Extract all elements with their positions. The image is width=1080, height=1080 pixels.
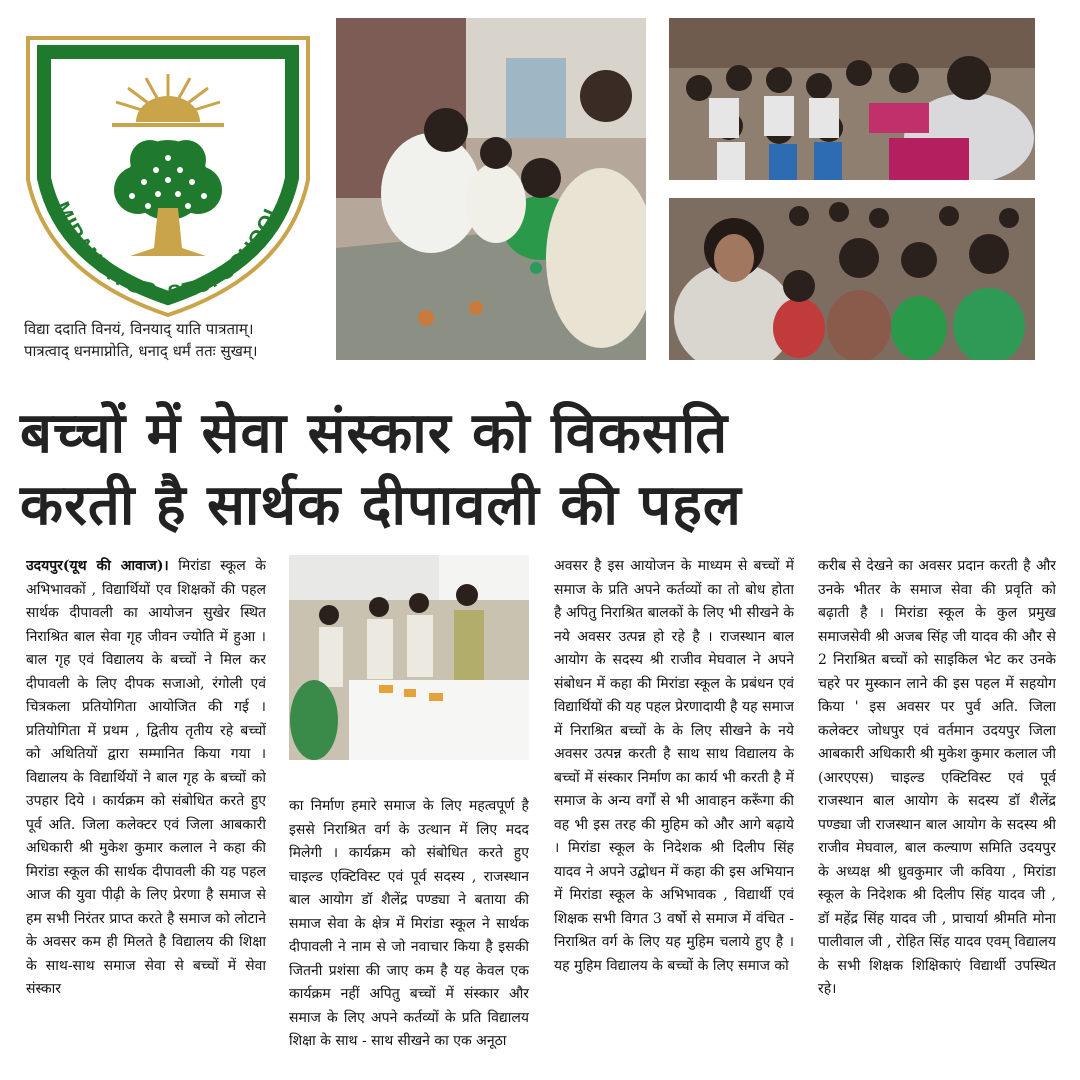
school-logo <box>18 30 318 320</box>
motto-line-2: पात्रत्वाद् धनमाप्नोति, धनाद् धर्मं ततः सुखम्। <box>24 342 258 360</box>
article-dateline: उदयपुर(यूथ की आवाज)। <box>26 558 169 574</box>
column-2-text: का निर्माण हमारे समाज के लिए महत्वपूर्ण है इससे निराश्रित वर्ग के उत्थान में लिए मदद मिलेगी । कार्यक्रम को संबोधित करते हुए चाइल्ड एक्टिविस्ट एवं पूर्व सदस्य , राजस्थान बाल आयोग डॉ शैलेंद्र पण्ड्या ने बताया की समाज सेवा के क्षेत्र में मिरांडा स्कूल ने सार्थक दीपावली ने नाम से जो नवाचार किया है इसकी जितनी प्रशंसा की जाए कम है यह केवल एक कार्यक्रम नहीं अपितु बच्चों में संस्कार और समाज के लिए अपने कर्तव्यों के प्रति विद्यालय शिक्षा के साथ - साथ सीखने का एक अनूठा <box>289 798 529 1049</box>
photo-children-making-diyas <box>336 18 646 360</box>
motto-line-1: विद्या ददाति विनयं, विनयाद् याति पात्रताम्। <box>24 320 254 338</box>
school-crest-icon <box>18 30 318 320</box>
photo-children-making-diyas-icon <box>336 18 646 360</box>
article-column-1 <box>26 555 266 1065</box>
school-name-text: MIRANDA SR. SEC. SCHOOL <box>49 198 287 306</box>
headline-line-2: करती है सार्थक दीपावली की पहल <box>20 473 742 538</box>
photo-children-seated-icon <box>669 198 1035 360</box>
column-4-text: करीब से देखने का अवसर प्रदान करती है और उनके भीतर के समाज सेवा की प्रवृति को बढ़ाती है । मिरांडा स्कूल के कुल प्रमुख समाजसेवी श्री अजब सिंह जी यादव की और से 2 निराश्रित बच्चों को साइकिल भेट कर उनके चहरे पर मुस्कान लाने की इस पहल में सहयोग किया ' इस अवसर पर पुर्व अति. जिला कलेक्टर जोधपुर एवं वर्तमान उदयपुर जिला आबकारी अधिकारी श्री मुकेश कुमार कलाल जी (आरएएस) चाइल्ड एक्टिविस्ट एवं पूर्व राजस्थान बाल आयोग के सदस्य डॉ शैलेंद्र पण्ड्या जी राजस्थान बाल आयोग के सदस्य श्री राजीव मेघवाल, बाल कल्याण समिति उदयपुर के अध्यक्ष श्री ध्रुवकुमार जी कविया , मिरांडा स्कूल के निदेशक श्री दिलीप सिंह यादव जी , डॉ महेंद्र सिंह यादव जी , प्राचार्या श्रीमति मोना पालीवाल जी , रोहित सिंह यादव एवम् विद्यालय के सभी शिक्षक शिक्षिकाएं विद्यार्थी उपस्थित रहे। <box>818 558 1056 997</box>
photo-guests-at-table-icon <box>289 555 529 760</box>
article-column-3 <box>554 555 794 1065</box>
article-headline <box>20 398 1065 542</box>
photo-students-gifting <box>669 18 1035 180</box>
school-motto <box>24 318 324 362</box>
headline-line-1: बच्चों में सेवा संस्कार को विकसति <box>20 401 729 466</box>
column-1-text: मिरांडा स्कूल के अभिभावकों , विद्यार्थियों एव शिक्षकों की पहल सार्थक दीपावली का आयोजन सुखेर स्थित निराश्रित बाल सेवा गृह जीवन ज्योति में हुआ । बाल गृह एवं विद्यालय के बच्चों ने मिल कर दीपावली के लिए दीपक सजाओ, रंगोली एवं चित्रकला प्रतियोगिता आयोजित की गई । प्रतियोगिता में प्रथम , द्वितीय तृतीय रहे बच्चों को अथितियों द्वारा सम्मानित किया गया । विद्यालय के विद्यार्थियों ने बाल गृह के बच्चों को उपहार दिये । कार्यक्रम को संबोधित करते हुए पूर्व अति. जिला कलेक्टर एवं जिला आबकारी अधिकारी श्री मुकेश कुमार कलाल ने कहा की मिरांडा स्कूल की सार्थक दीपावली की यह पहल आज की युवा पीढ़ी के लिए प्रेरणा है समाज से हम सभी निरंतर प्राप्त करते है समाज को लोटाने के अवसर कम ही मिलते है विद्यालय की शिक्षा के साथ-साथ समाज सेवा से बच्चों में सेवा संस्कार <box>26 558 266 997</box>
article-column-4 <box>818 555 1056 1065</box>
photo-guests-at-table <box>289 555 529 760</box>
photo-students-gifting-icon <box>669 18 1035 180</box>
column-3-text: अवसर है इस आयोजन के माध्यम से बच्चों में समाज के प्रति अपने कर्तव्यों का तो बोध होता है अपितु निराश्रित बालकों के लिए भी सीखने के नये अवसर उत्पन्न हो रहे है । राजस्थान बाल आयोग के सदस्य श्री राजीव मेघवाल ने अपने संबोधन में कहा की मिरांडा स्कूल के प्रबंधन एवं विद्यार्थियों की यह पहल प्रेरणादायी है यह समाज में निराश्रित बच्चों के के लिए सीखने के नये अवसर उत्पन्न करती है साथ साथ विद्यालय के बच्चों में संस्कार निर्माण का कार्य भी करती है में समाज के अन्य वर्गों से भी आवाहन करूँगा की वह भी इस तरह की मुहिम को और आगे बढ़ाये । मिरांडा स्कूल के निदेशक श्री दिलीप सिंह यादव ने अपने उद्बोधन में कहा की इस अभियान में मिरांडा स्कूल के अभिभावक , विद्यार्थी एवं शिक्षक सभी विगत 3 वर्षो से समाज में वंचित - निराश्रित वर्ग के लिए यह मुहिम चलाये हुए है । यह मुहिम विद्यालय के बच्चों के लिए समाज को <box>554 558 794 974</box>
photo-children-seated <box>669 198 1035 360</box>
article-column-2 <box>289 795 529 1065</box>
